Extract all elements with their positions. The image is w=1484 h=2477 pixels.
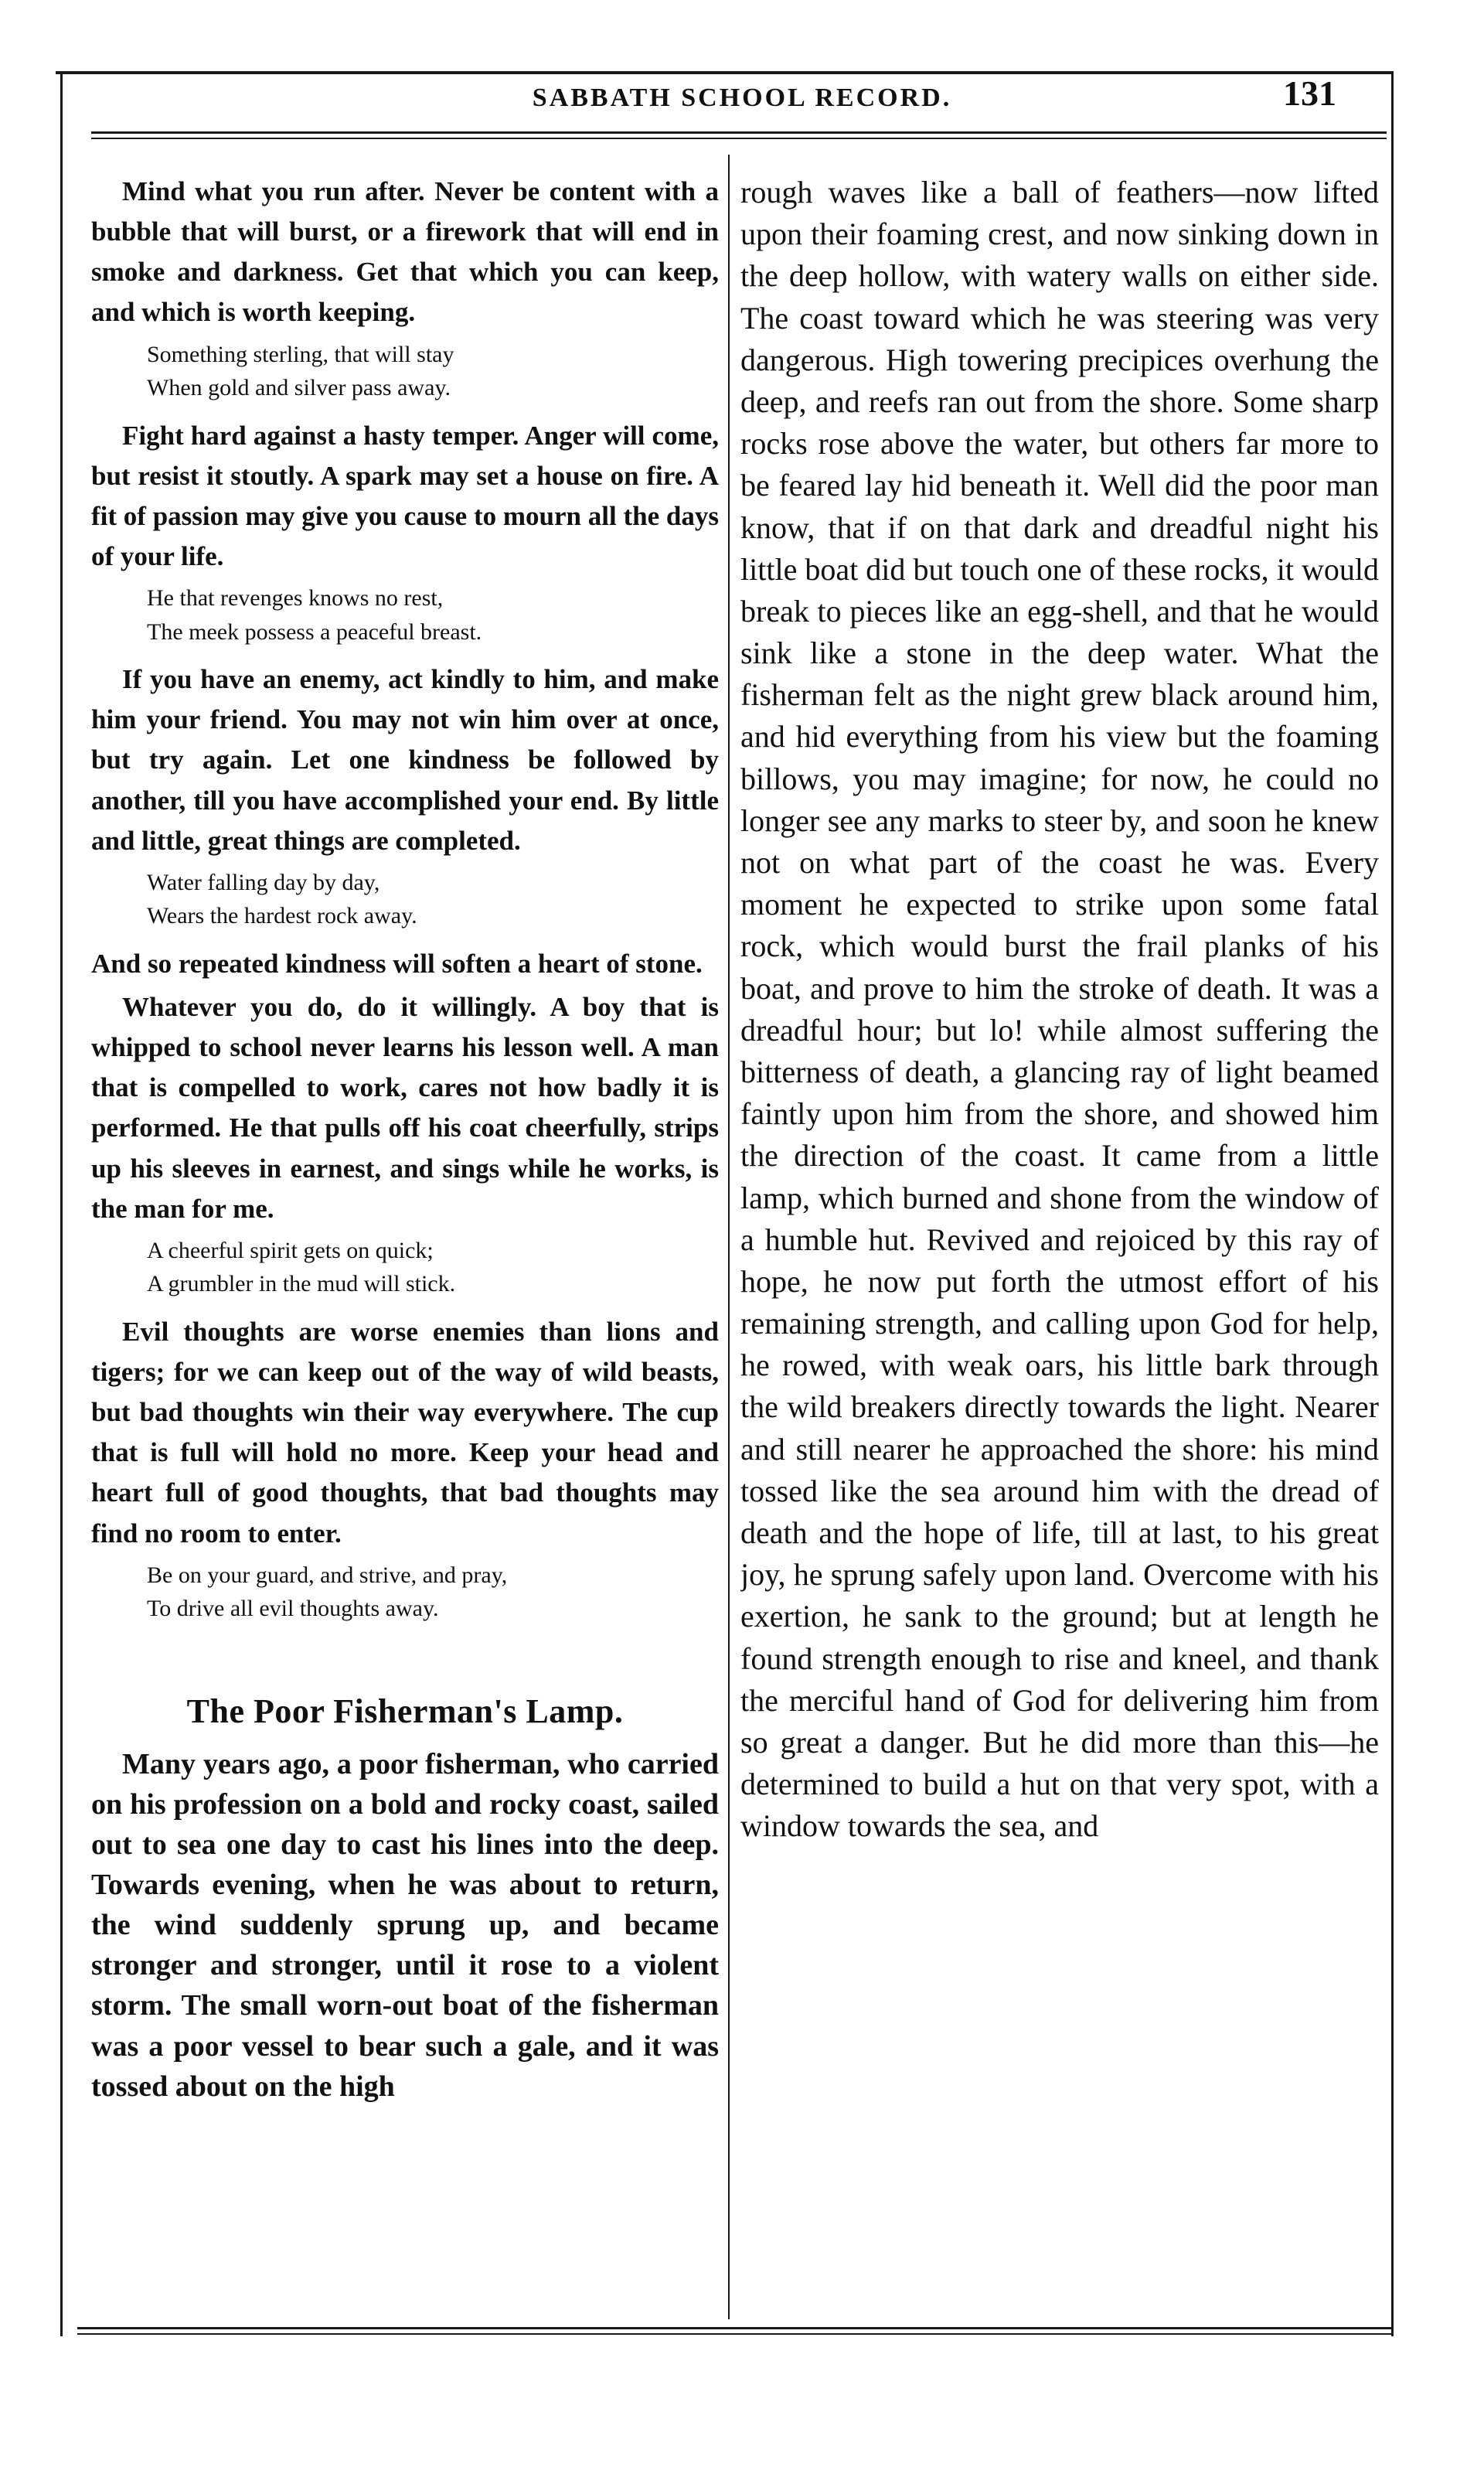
verse-line: Something sterling, that will stay	[147, 341, 454, 367]
page-header-title: SABBATH SCHOOL RECORD.	[532, 83, 952, 112]
paragraph-willingly: Whatever you do, do it willingly. A boy that is whipped to school never learns his lesson well. A man that is compelled to work, cares not how badly it is performed. He that pulls off his coat cheerfully, strips up his sleeves in earnest, and sings while he works, is the man for me.	[91, 991, 719, 1224]
top-border-rule	[56, 71, 1393, 74]
bottom-border-rule	[77, 2327, 1391, 2329]
story-continuation: rough waves like a ball of feathers—now lifted upon their foaming crest, and now sinking down in the deep hollow, with watery walls on either side. The coast toward which he was steering was very dangerous. High towering precipices overhung the deep, and reefs ran out from the shore. Some sharp rocks rose above the water, but others far more to be feared lay hid beneath it. Well did the poor man know, that if on that dark and dreadful night his little boat did but touch one of these rocks, it would break to pieces like an egg-shell, and that he would sink like a stone in the deep water. What the fisherman felt as the night grew black around him, and hid everything from his view but the foaming billows, you may imagine; for now, he could no longer see any marks to steer by, and soon he knew not on what part of the coast he was. Every moment he expected to strike upon some fatal rock, which would burst the frail planks of his boat, and prove to him the stroke of death. It was a dreadful hour; but lo! while almost suffering the bitterness of death, a glancing ray of light beamed faintly upon him from the shore, and showed him the direction of the coast. It came from a little lamp, which burned and shone from the window of a humble hut. Revived and rejoiced by this ray of hope, he now put forth the utmost effort of his remaining strength, and calling upon God for help, he rowed, with weak oars, his little bark through the wild breakers directly towards the light. Nearer and still nearer he approached the shore: his mind tossed like the sea around him with the dread of death and the hope of life, till at last, to his great joy, he sprung safely upon land. Overcome with his exertion, he sank to the ground; but at length he found strength enough to rise and kneel, and thank the merciful hand of God for delivering him from so great a danger. But he did more than this—he determined to build a hut on that very spot, with a window towards the sea, and	[740, 175, 1379, 1844]
verse-line: To drive all evil thoughts away.	[147, 1596, 439, 1622]
verse-line: Wears the hardest rock away.	[147, 903, 417, 929]
verse-line: When gold and silver pass away.	[147, 375, 451, 401]
verse-line: Be on your guard, and strive, and pray,	[147, 1562, 508, 1588]
verse-line: Water falling day by day,	[147, 869, 380, 895]
story-body	[91, 1744, 719, 2106]
paragraph-bubble: Mind what you run after. Never be content with a bubble that will burst, or a firework that will end in smoke and darkness. Get that which you can keep, and which is worth keeping.	[91, 176, 719, 328]
story-paragraph: Many years ago, a poor fisherman, who carried on his profession on a bold and rocky coast, sailed out to sea one day to cast his lines into the deep. Towards evening, when he was about to return, the wind suddenly sprung up, and became stronger and stronger, until it rose to a violent storm. The small worn-out boat of the fisherman was a poor vessel to bear such a gale, and it was tossed about on the high	[91, 1748, 719, 2103]
paragraph-evil-thoughts: Evil thoughts are worse enemies than lions and tigers; for we can keep out of the way of wild beasts, but bad thoughts win their way everywhere. The cup that is full will hold no more. Keep your head and heart full of good thoughts, that bad thoughts may find no room to enter.	[91, 1316, 719, 1549]
verse-revenge	[91, 581, 719, 649]
right-column	[740, 172, 1379, 2313]
right-border-line	[1391, 71, 1394, 2336]
verse-line: He that revenges knows no rest,	[147, 585, 444, 612]
verse-line: The meek possess a peaceful breast.	[147, 618, 482, 645]
verse-guard	[91, 1559, 719, 1626]
left-column	[91, 172, 719, 2313]
bottom-border-rule-2	[77, 2333, 1391, 2335]
verse-line: A grumbler in the mud will stick.	[147, 1271, 456, 1297]
paragraph-kindness: And so repeated kindness will soften a heart of stone.	[91, 948, 703, 979]
page-number: 131	[1283, 73, 1336, 113]
column-divider	[728, 155, 730, 2319]
verse-sterling	[91, 338, 719, 405]
verse-cheerful	[91, 1234, 719, 1301]
header-underline-rule-2	[91, 138, 1387, 139]
verse-line: A cheerful spirit gets on quick;	[147, 1237, 434, 1263]
paragraph-temper: Fight hard against a hasty temper. Anger will come, but resist it stoutly. A spark may set a house on fire. A fit of passion may give you cause to mourn all the days of your life.	[91, 420, 719, 571]
paragraph-enemy: If you have an enemy, act kindly to him, and make him your friend. You may not win him over at once, but try again. Let one kindness be followed by another, till you have accomplished your end. By little and little, great things are completed.	[91, 664, 719, 856]
header-underline-rule	[91, 131, 1387, 134]
left-border-line	[60, 71, 63, 2336]
story-title: The Poor Fisherman's Lamp.	[186, 1692, 624, 1730]
verse-water	[91, 866, 719, 933]
